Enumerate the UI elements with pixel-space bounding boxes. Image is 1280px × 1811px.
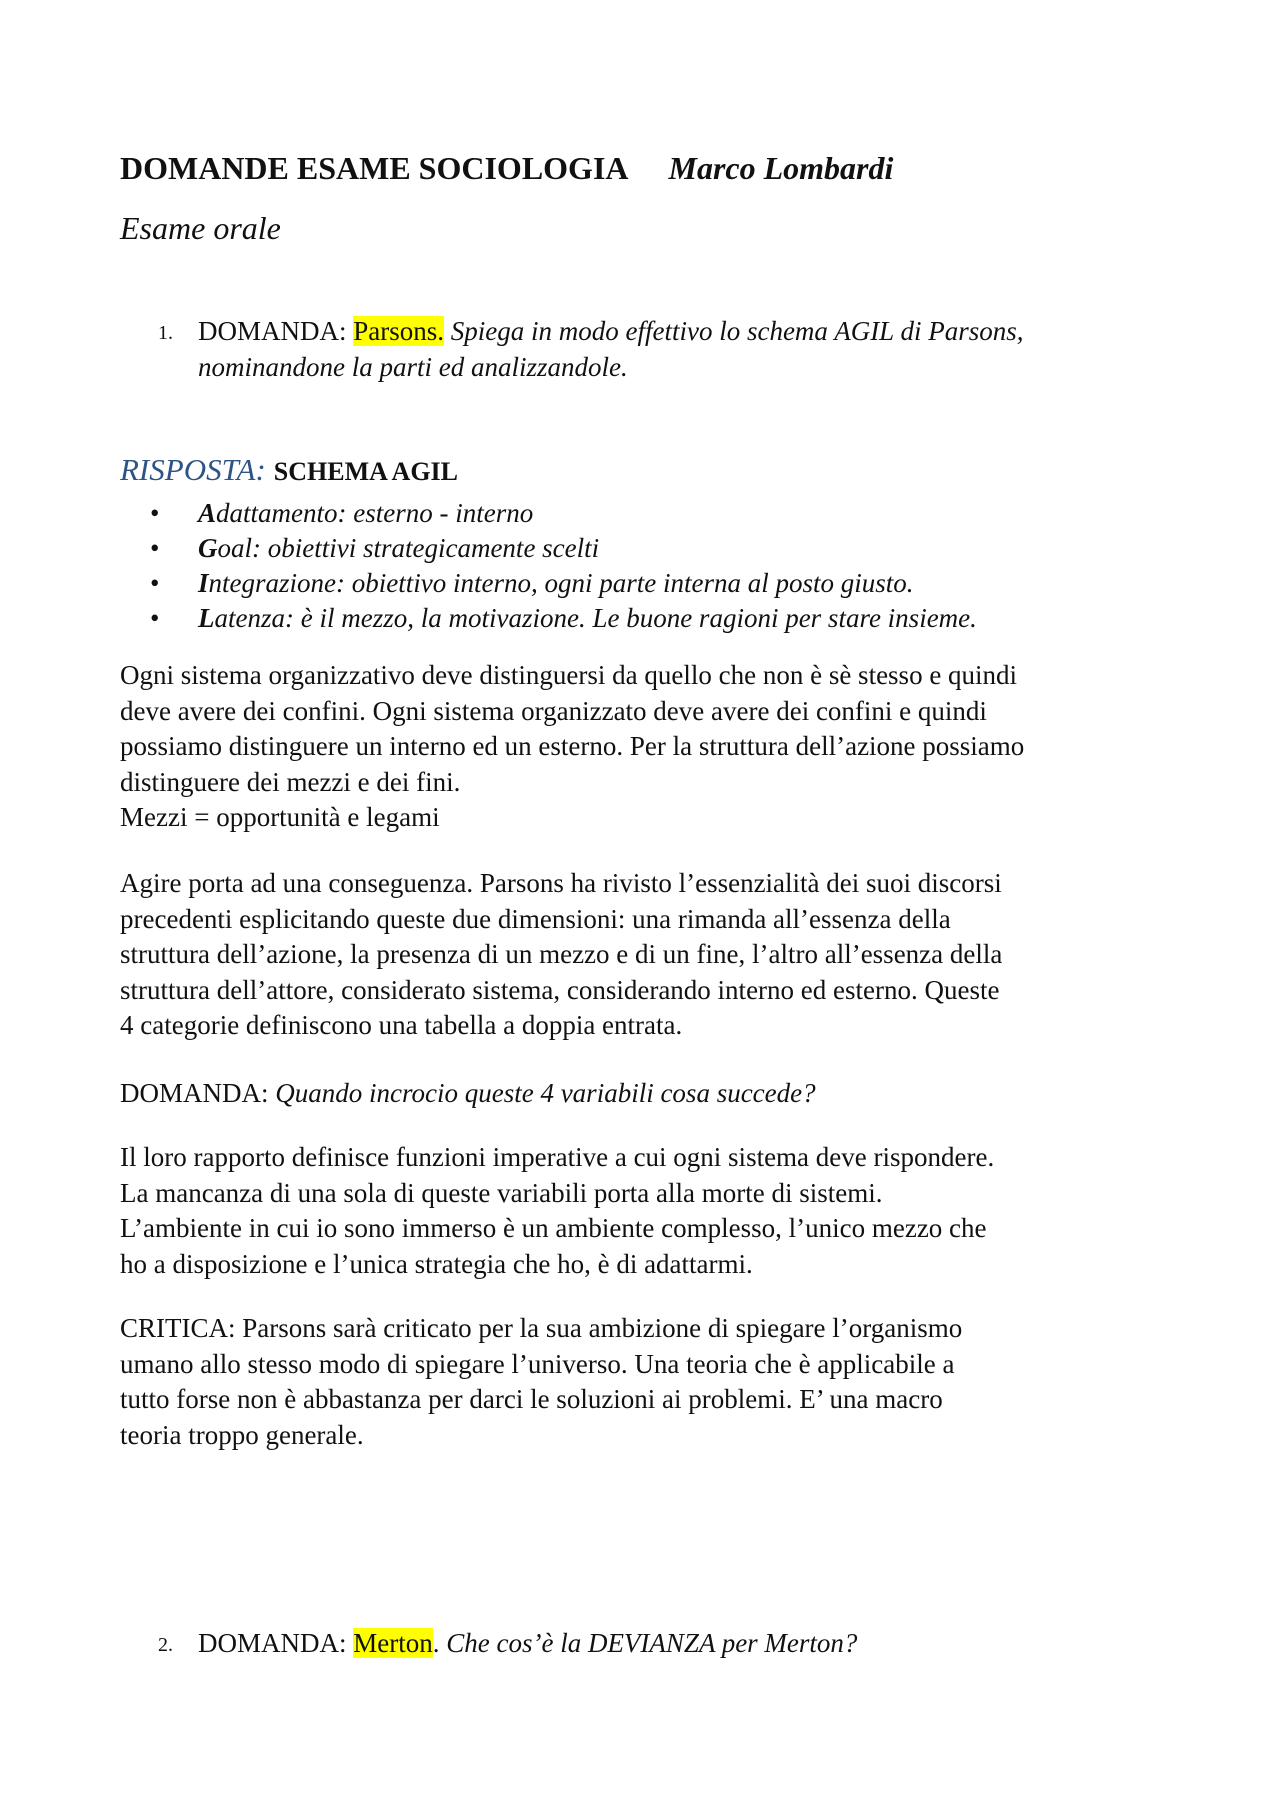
text-line: ho a disposizione e l’unica strategia che ho, è di adattarmi.	[120, 1248, 753, 1279]
question-number: 2.	[158, 1634, 173, 1656]
list-item	[120, 531, 977, 566]
paragraph-2	[120, 866, 1180, 1044]
text-line: Il loro rapporto definisce funzioni imperative a cui ogni sistema deve rispondere.	[120, 1142, 995, 1172]
question-body	[198, 313, 1198, 385]
text-line: deve avere dei confini. Ogni sistema organizzato deve avere dei confini e quindi	[120, 695, 987, 726]
list-item	[120, 601, 977, 636]
answer-label: RISPOSTA:	[120, 452, 266, 487]
list-item	[120, 566, 977, 601]
text-line: 4 categorie definiscono una tabella a doppia entrata.	[120, 1010, 683, 1040]
title-text: DOMANDE ESAME SOCIOLOGIA	[120, 150, 629, 186]
item-initial: L	[198, 603, 215, 633]
question-text: Spiega in modo effettivo lo schema AGIL di Parsons,	[450, 316, 1024, 346]
question-2	[120, 1625, 1260, 1665]
answer-heading	[120, 452, 458, 488]
paragraph-4	[120, 1140, 1180, 1282]
text-line: distinguere dei mezzi e dei fini.	[120, 766, 461, 797]
topic-period: .	[432, 1628, 440, 1658]
text-line: La mancanza di una sola di queste variabili porta alla morte di sistemi.	[120, 1177, 883, 1208]
text-line: struttura dell’azione, la presenza di un mezzo e di un fine, l’altro all’essenza della	[120, 939, 1003, 969]
question-number: 1.	[158, 322, 173, 344]
text-line: Mezzi = opportunità e legami	[120, 802, 440, 832]
agil-list	[120, 496, 977, 636]
question-text: Che cos’è la DEVIANZA per Merton?	[446, 1628, 858, 1658]
question-1	[120, 313, 1260, 393]
bullet: •	[150, 498, 160, 528]
bullet: •	[150, 533, 160, 563]
question-label: DOMANDA:	[120, 1078, 269, 1108]
item-text: dattamento: esterno - interno	[216, 498, 534, 528]
question-text-continued: nominandone la parti ed analizzandole.	[198, 352, 628, 382]
paragraph-3	[120, 1076, 1180, 1112]
paragraph-1	[120, 658, 1180, 836]
author-name: Marco Lombardi	[668, 150, 894, 186]
question-label: DOMANDA:	[198, 1628, 347, 1658]
text-line: teoria troppo generale.	[120, 1419, 364, 1450]
highlighted-topic: Merton	[353, 1628, 433, 1658]
text-line: possiamo distinguere un interno ed un esterno. Per la struttura dell’azione possiamo	[120, 731, 1025, 761]
paragraph-5	[120, 1311, 1180, 1453]
text-line: Agire porta ad una conseguenza. Parsons ha rivisto l’essenzialità dei suoi discorsi	[120, 868, 1002, 898]
item-text: ntegrazione: obiettivo interno, ogni parte interna al posto giusto.	[208, 568, 914, 598]
bullet: •	[150, 603, 160, 633]
document-subtitle: Esame orale	[120, 210, 281, 246]
document-title	[120, 150, 893, 187]
text-line: tutto forse non è abbastanza per darci le soluzioni ai problemi. E’ una macro	[120, 1384, 943, 1414]
text-line: Ogni sistema organizzativo deve distinguersi da quello che non è sè stesso e quindi	[120, 660, 1018, 690]
question-body	[198, 1625, 1198, 1661]
item-initial: I	[198, 568, 209, 598]
text-line: umano allo stesso modo di spiegare l’universo. Una teoria che è applicabile a	[120, 1348, 955, 1379]
text-line: L’ambiente in cui io sono immerso è un ambiente complesso, l’unico mezzo che	[120, 1213, 987, 1243]
list-item	[120, 496, 977, 531]
text-line: CRITICA: Parsons sarà criticato per la sua ambizione di spiegare l’organismo	[120, 1313, 963, 1343]
item-initial: G	[198, 533, 218, 563]
text-line: struttura dell’attore, considerato sistema, considerando interno ed esterno. Queste	[120, 974, 1000, 1005]
answer-title: SCHEMA AGIL	[273, 457, 459, 486]
item-initial: A	[198, 498, 217, 528]
text-line: precedenti esplicitando queste due dimensioni: una rimanda all’essenza della	[120, 903, 951, 934]
bullet: •	[150, 568, 160, 598]
question-label: DOMANDA:	[198, 316, 347, 346]
highlighted-topic: Parsons.	[353, 316, 445, 346]
question-text: Quando incrocio queste 4 variabili cosa succede?	[275, 1078, 816, 1108]
item-text: oal: obiettivi strategicamente scelti	[217, 533, 600, 563]
item-text: atenza: è il mezzo, la motivazione. Le buone ragioni per stare insieme.	[214, 603, 977, 633]
